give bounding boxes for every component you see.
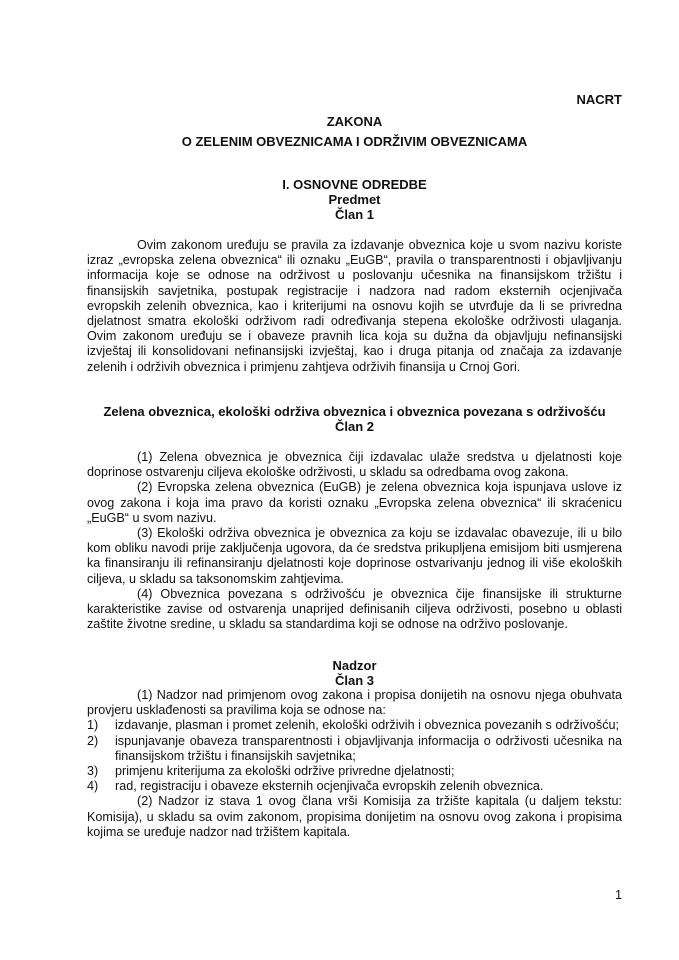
law-title-prefix: ZAKONA [326, 114, 383, 129]
list-text: primjenu kriterijuma za ekološki održive privredne djelatnosti; [115, 764, 455, 779]
draft-label: NACRT [576, 92, 622, 107]
list-item [87, 734, 622, 764]
article-3-label: Član 3 [334, 673, 374, 688]
article-3-heading: Nadzor [332, 658, 377, 673]
article-2-paragraph: (3) Ekološki održiva obveznica je obveznica za koju se izdavalac obavezuje, ili u bilo kom obliku navodi prije zaključenja ugovora, da će sredstva prikupljena emisijom biti usmjerena ka finansiranju ili refinansiranju djelatnosti koje doprinose ostvarivanju jednog ili više ekoloških ciljeva, u skladu sa taksonomskim zahtjevima. [87, 526, 622, 586]
list-text: izdavanje, plasman i promet zelenih, ekološki održivih i obveznica povezanih s održivošću; [115, 718, 620, 733]
article-1-heading: Predmet [328, 192, 381, 207]
article-2-paragraph: (4) Obveznica povezana s održivošću je obveznica čije finansijske ili strukturne karakteristike zavise od ostvarenja unaprijed definisanih ciljeva održivosti, posebno u oblasti zaštite životne sredine, u skladu sa standardima koji se odnose na održivo poslovanje. [87, 586, 622, 632]
list-number: 2) [87, 733, 99, 748]
list-text: rad, registraciju i obaveze eksternih ocjenjivača evropskih zelenih obveznica. [115, 779, 544, 794]
article-2-paragraph: (2) Evropska zelena obveznica (EuGB) je zelena obveznica koja ispunjava uslove iz ovog zakona i koja ima pravo da koristi oznaku „Evropska zelena obveznica“ ili skraćenicu „EuGB“ u svom nazivu. [87, 480, 622, 525]
article-2-label: Član 2 [334, 419, 374, 434]
list-number: 1) [87, 718, 99, 733]
list-item [87, 718, 622, 733]
list-number: 3) [87, 764, 99, 779]
article-2-paragraph: (1) Zelena obveznica je obveznica čiji izdavalac ulaže sredstva u djelatnosti koje doprinose ostvarenju ciljeva ekološke održivosti, u skladu sa odredbama ovog zakona. [87, 450, 622, 480]
article-3-paragraph-2: (2) Nadzor iz stava 1 ovog člana vrši Komisija za tržište kapitala (u daljem tekstu: Komisija), u skladu sa ovim zakonom, propisima donijetim na osnovu ovog zakona i propisima kojima se uređuje nadzor nad tržištem kapitala. [87, 794, 622, 839]
article-1-label: Član 1 [334, 207, 374, 222]
article-3-paragraph-1: (1) Nadzor nad primjenom ovog zakona i propisa donijetih na osnovu njega obuhvata provjeru usklađenosti sa pravilima koja se odnose na: [87, 688, 622, 718]
page-number: 1 [614, 888, 622, 902]
list-item [87, 779, 622, 794]
part-heading: I. OSNOVNE ODREDBE [282, 177, 427, 192]
article-1-text: Ovim zakonom uređuju se pravila za izdavanje obveznica koje u svom nazivu koriste izraz „evropska zelena obveznica“ ili oznaku „EuGB“, pravila o transparentnosti i objavljivanju informacija koje se odnose na održivost u poslovanju učesnika na finansijskom tržištu i finansijskih savjetnika, postupak registracije i nadzora nad radom eksternih ocjenjivača evropskih zelenih obveznica, kao i kriterijumi na osnovu kojih se utvrđuje da li se privredna djelatnost smatra ekološki održivom radi određivanja stepena ekološke održivosti ulaganja. Ovim zakonom uređuju se i obaveze pravnih lica koja su dužna da objavljuju nefinansijski izvještaj ili konsolidovani nefinansijski izvještaj, kao i druga pitanja od značaja za izdavanje zelenih i održivih obveznica i primjenu zahtjeva održivih finansija u Crnoj Gori. [87, 238, 622, 374]
article-2-heading: Zelena obveznica, ekološki održiva obveznica i obveznica povezana s održivošću [103, 404, 606, 419]
law-title: O ZELENIM OBVEZNICAMA I ODRŽIVIM OBVEZNICAMA [181, 134, 528, 149]
list-number: 4) [87, 779, 99, 794]
article-3-list [87, 718, 622, 794]
list-item [87, 764, 622, 779]
list-text: ispunjavanje obaveza transparentnosti i objavljivanja informacija o održivosti učesnika na finansijskom tržištu i finansijskih savjetnika; [115, 733, 622, 763]
